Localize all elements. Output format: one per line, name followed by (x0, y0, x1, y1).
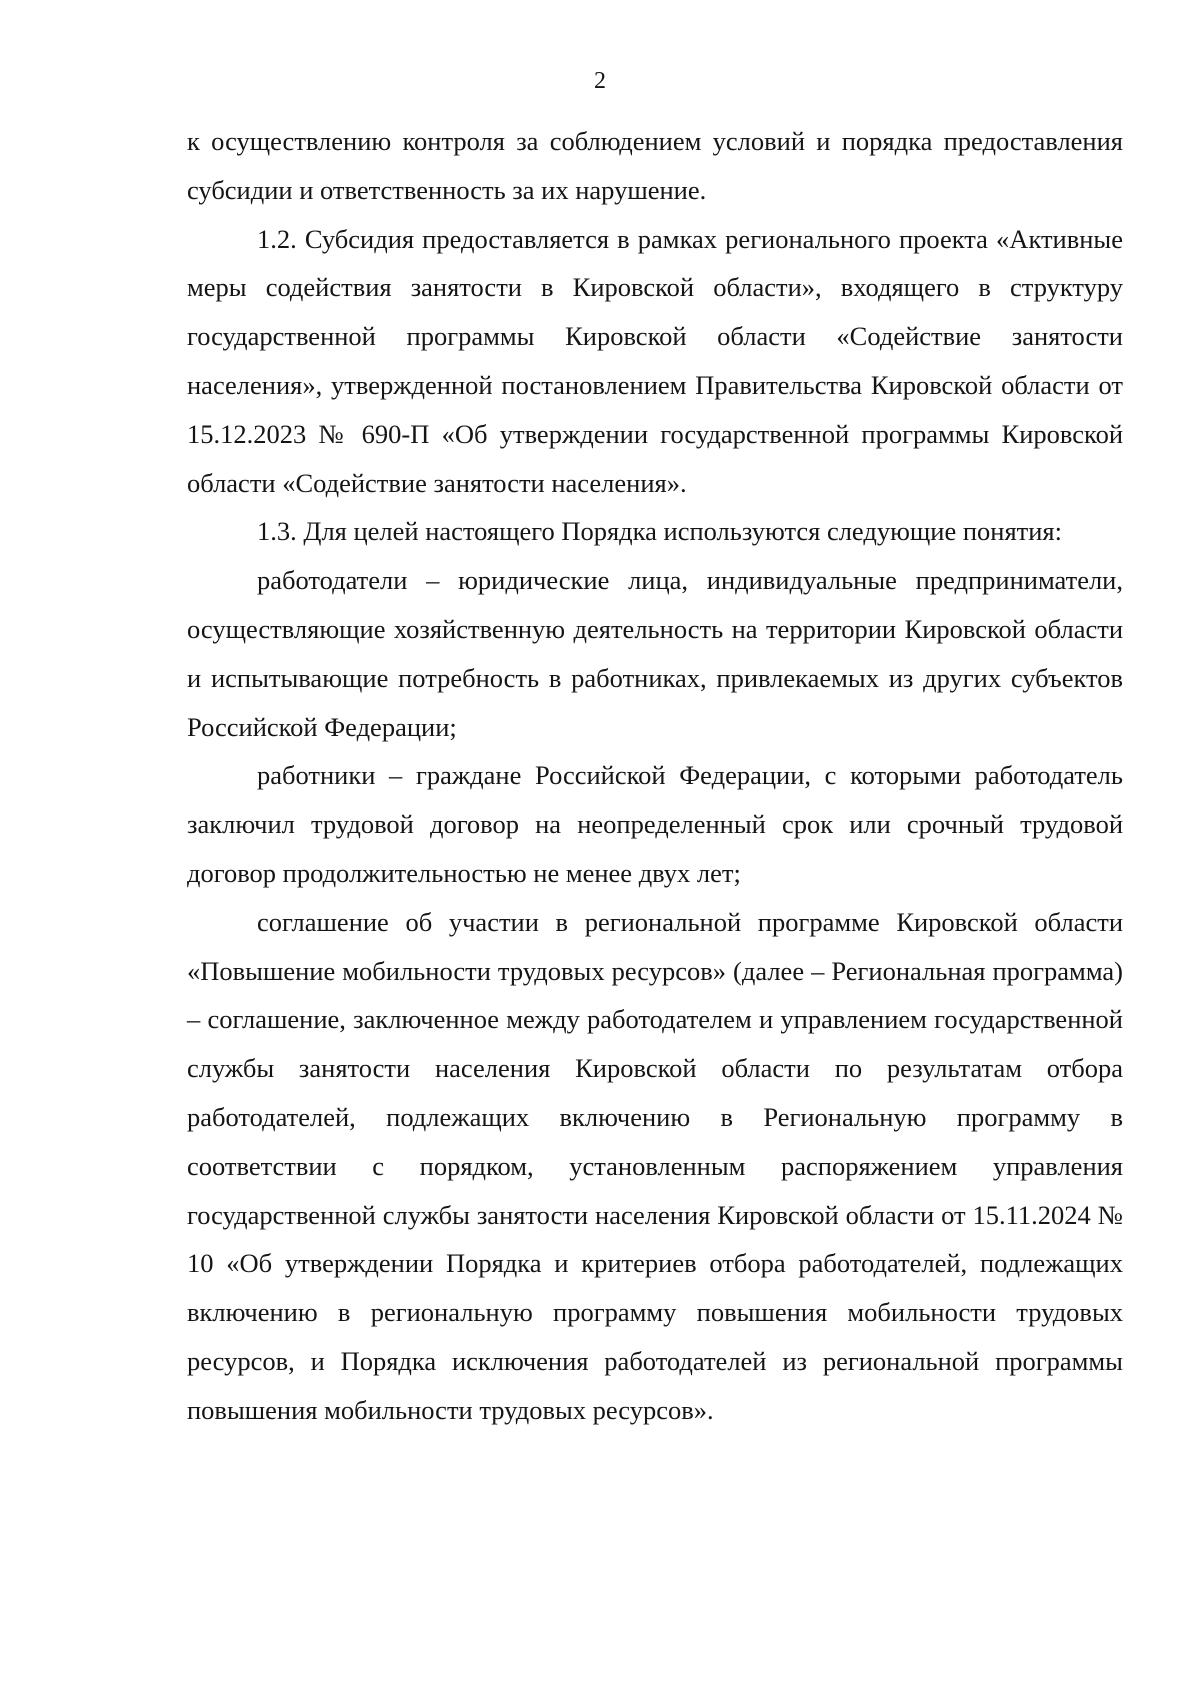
paragraph-1-3-definitions-intro: 1.3. Для целей настоящего Порядка используются следующие понятия: (257, 516, 1062, 547)
definition-workers: работники – граждане Российской Федерации, с которыми работодатель заключил трудовой договор на неопределенный срок или срочный трудовой договор продолжительностью не менее двух лет; (187, 760, 1123, 888)
paragraph-continuation: к осуществлению контроля за соблюдением условий и порядка предоставления субсидии и ответственность за их нарушение. (187, 126, 1123, 205)
page-number: 2 (594, 68, 606, 94)
document-body (187, 117, 1123, 1435)
definition-agreement: соглашение об участии в региональной программе Кировской области «Повышение мобильности трудовых ресурсов» (далее – Региональная программа) – соглашение, заключенное между работодателем и управлением государственной службы занятости населения Кировской области по результатам отбора работодателей, подлежащих включению в Региональную программу в соответствии с порядком, установленным распоряжением управления государственной службы занятости населения Кировской области от 15.11.2024 № 10 «Об утверждении Порядка и критериев отбора работодателей, подлежащих включению в региональную программу повышения мобильности трудовых ресурсов, и Порядка исключения работодателей из региональной программы повышения мобильности трудовых ресурсов». (187, 906, 1123, 1425)
definition-employers: работодатели – юридические лица, индивидуальные предприниматели, осуществляющие хозяйственную деятельность на территории Кировской области и испытывающие потребность в работниках, привлекаемых из других субъектов Российской Федерации; (187, 565, 1123, 742)
paragraph-1-2-subsidy-project: 1.2. Субсидия предоставляется в рамках регионального проекта «Активные меры содействия занятости в Кировской области», входящего в структуру государственной программы Кировской области «Содействие занятости населения», утвержденной постановлением Правительства Кировской области от 15.12.2023 № 690-П «Об утверждении государственной программы Кировской области «Содействие занятости населения». (187, 223, 1123, 498)
